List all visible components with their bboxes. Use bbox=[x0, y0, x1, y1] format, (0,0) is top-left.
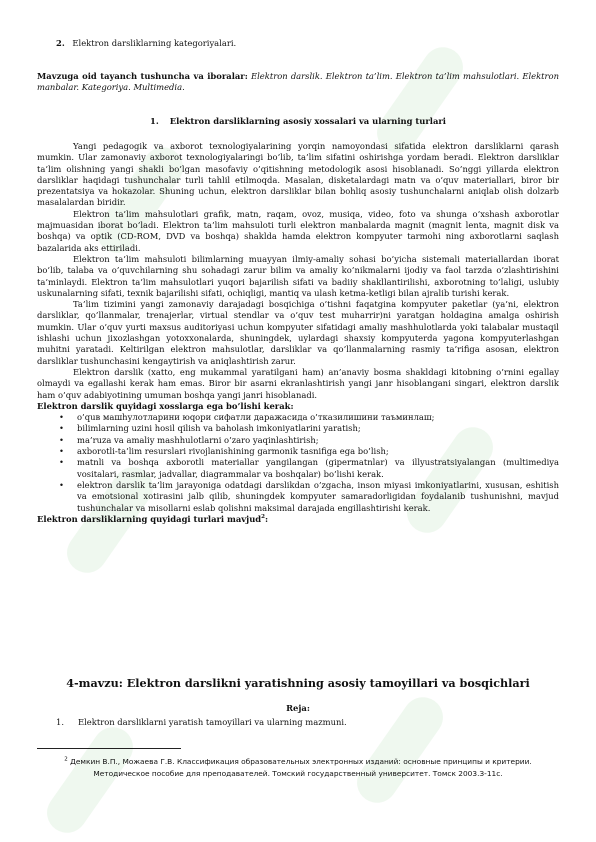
footnote-text: Демкин В.П., Можаева Г.В. Классификация образовательных электронных изданий: основные принципы и критерии. Методическое пособие для преподавателей. Томский государственный университет. Томск 2003.З-11с. bbox=[67, 757, 532, 778]
types-heading-text: Elektron darsliklarning quyidagi turlari mavjud bbox=[37, 513, 262, 524]
key-terms bbox=[37, 71, 559, 94]
top-list-item bbox=[56, 38, 556, 49]
reja-item-number: 1. bbox=[56, 717, 64, 727]
list-item: • axborotli-ta’lim resurslari rivojlanishining garmonik tasnifiga ega bo’lish; bbox=[77, 446, 559, 457]
paragraph: Elektron ta’lim mahsuloti bilimlarning muayyan ilmiy-amaliy sohasi bo’yicha sistemali materiallardan iborat bo’lib, talaba va o’quvchilarning shu sohadagi zarur bilim va amaliy ko’nikmalarni ijodiy va faol tarzda o’zlashtirishini ta’minlaydi. Elektron ta’lim mahsulotlari yuqori bajarilish sifati va badiiy shakllantirilishi, axborotning to’laligi, uslubiy uskunalarning sifati, texnik bajarilishi sifati, ochiqligi, mantiq va ulash ketma-ketligi bilan ajralib turishi kerak. bbox=[37, 253, 559, 298]
list-item: • matnli va boshqa axborotli materiallar yangilangan (gipermatnlar) va illyustratsiyalangan (multimediya vositalari, rasmlar, jadvallar, diagrammalar va boshqalar) bo’lishi kerak. bbox=[77, 457, 559, 480]
body-text bbox=[37, 141, 559, 525]
types-heading bbox=[37, 514, 559, 525]
section-title bbox=[37, 116, 559, 127]
topic-title: 4-mavzu: Elektron darslikni yaratishning asosiy tamoyillari va bosqichlari bbox=[66, 676, 530, 690]
paragraph: Ta’lim tizimini yangi zamonaviy darajadagi bosqichiga o’tishni faqatgina kompyuter paketlar (ya’ni, elektron darsliklar, qo’llanmalar, trenajerlar, virtual stendlar va o’quv test muharrir)ni yaratgan holdagina amalga oshirish mumkin. Ular o’quv yurti maxsus auditoriyasi uchun kompyuter sifatidagi amaliy mashhulotlarda yoki talabalar mustaqil ishlashi uchun jixozlashgan yotoxxonalarda, shuningdek, uylardagi shaxsiy kompyuterda yagona kompyuterlashgan muhitni yaratadi. Keltirilgan elektron mahsulotlar, darsliklar va qo’llanmalarning rasmiy ta’rifiga asosan, elektron darsliklar tushunchasini kengaytirish va aniqlashtirish zarur. bbox=[37, 299, 559, 366]
footnote-ref[interactable]: 2 bbox=[261, 514, 265, 520]
section-number: 1. bbox=[150, 116, 159, 126]
features-heading: Elektron darslik quyidagi xosslarga ega bo’lishi kerak: bbox=[37, 400, 294, 411]
footnote-number: 2 bbox=[64, 756, 68, 763]
paragraph: Yangi pedagogik va axborot texnologiyalarining yorqin namoyondasi sifatida elektron darsliklarni qarash mumkin. Ular zamonaviy axborot texnologiyalaringi bo’lib, ta’lim sifatini oshirishga yordam beradi. Elektron darsliklar ta’lim olishning yangi shakli bo’lgan masofaviy o’qitishning metodologik asosi hisoblanadi. So’nggi yillarda elektron darsliklar haqidagi tushunchalar turli tahlil etilmoqda. Masalan, disketalardagi matn va o’quv materiallari, biror bir prezentatsiya va hokazolar. Shuning uchun, elektron darsliklar bilan bohliq asosiy tushunchalarni aniqlab olish dolzarb masalalardan biridir. bbox=[37, 141, 559, 208]
reja-list bbox=[56, 717, 556, 728]
paragraph: Elektron ta’lim mahsulotlari grafik, matn, raqam, ovoz, musiqa, video, foto va shunga o’xshash axborotlar majmuasidan iborat bo’ladi. Elektron ta’lim mahsuloti turli elektron manbalarda magnit (magnit lenta, magnit disk va boshqa) va optik (CD-ROM, DVD va boshqa) shaklda hamda elektron kompyuter tarmohi ning axborotlarni saqlash bazalarida aks ettiriladi. bbox=[37, 208, 559, 253]
top-item-number: 2. bbox=[56, 38, 65, 48]
list-item bbox=[56, 717, 556, 728]
key-terms-list: Elektron darslik. Elektron ta’lim. Elektron ta’lim mahsulotlari. Elektron manbalar. Kategoriya. Multimedia. bbox=[37, 71, 559, 93]
features-list bbox=[37, 412, 559, 514]
footnote bbox=[37, 756, 559, 780]
list-item: • о’quв машhулотларини юqори сифатли даражасида о’тказилишини таъминлаш; bbox=[77, 412, 559, 423]
reja-item-text: Elektron darsliklarni yaratish tamoyillari va ularning mazmuni. bbox=[78, 717, 347, 727]
list-item: • bilimlarning uzini hosil qilish va baholash imkoniyatlarini yaratish; bbox=[77, 423, 559, 434]
footnote-divider bbox=[37, 748, 181, 749]
watermark-mark bbox=[39, 719, 141, 840]
paragraph: Elektron darslik (xatto, eng mukammal yaratilgani ham) an’anaviy bosma shakldagi kitobning o’rnini egallay olmaydi va egallashi kerak ham emas. Biror bir asarni ekranlashtirish yangi janr hisoblangani singari, elektron darslik ham o’quv adabiyotining umuman boshqa yangi janri hisoblanadi. bbox=[37, 366, 559, 400]
list-item: • elektron darslik ta’lim jarayoniga odatdagi darslikdan o’zgacha, inson miyasi imkoniyatlarini, xususan, eshitish va emotsional xotirasini jalb qilib, shuningdek kompyuter samaradorligidan foydalanib tushunishni, mavjud tushunchalar va misollarni eslab qolishni maksimal darajada engillashtirishi kerak. bbox=[77, 480, 559, 514]
types-heading-colon: : bbox=[264, 513, 269, 524]
section-title-text: Elektron darsliklarning asosiy xossalari va ularning turlari bbox=[169, 116, 446, 126]
key-terms-label: Mavzuga oid tayanch tushuncha va iboralar: bbox=[37, 71, 248, 81]
list-item: • ma’ruza va amaliy mashhulotlarni o’zaro yaqinlashtirish; bbox=[77, 435, 559, 446]
top-item-text: Elektron darsliklarning kategoriyalari. bbox=[72, 38, 237, 48]
reja-heading: Reja: bbox=[286, 703, 310, 713]
